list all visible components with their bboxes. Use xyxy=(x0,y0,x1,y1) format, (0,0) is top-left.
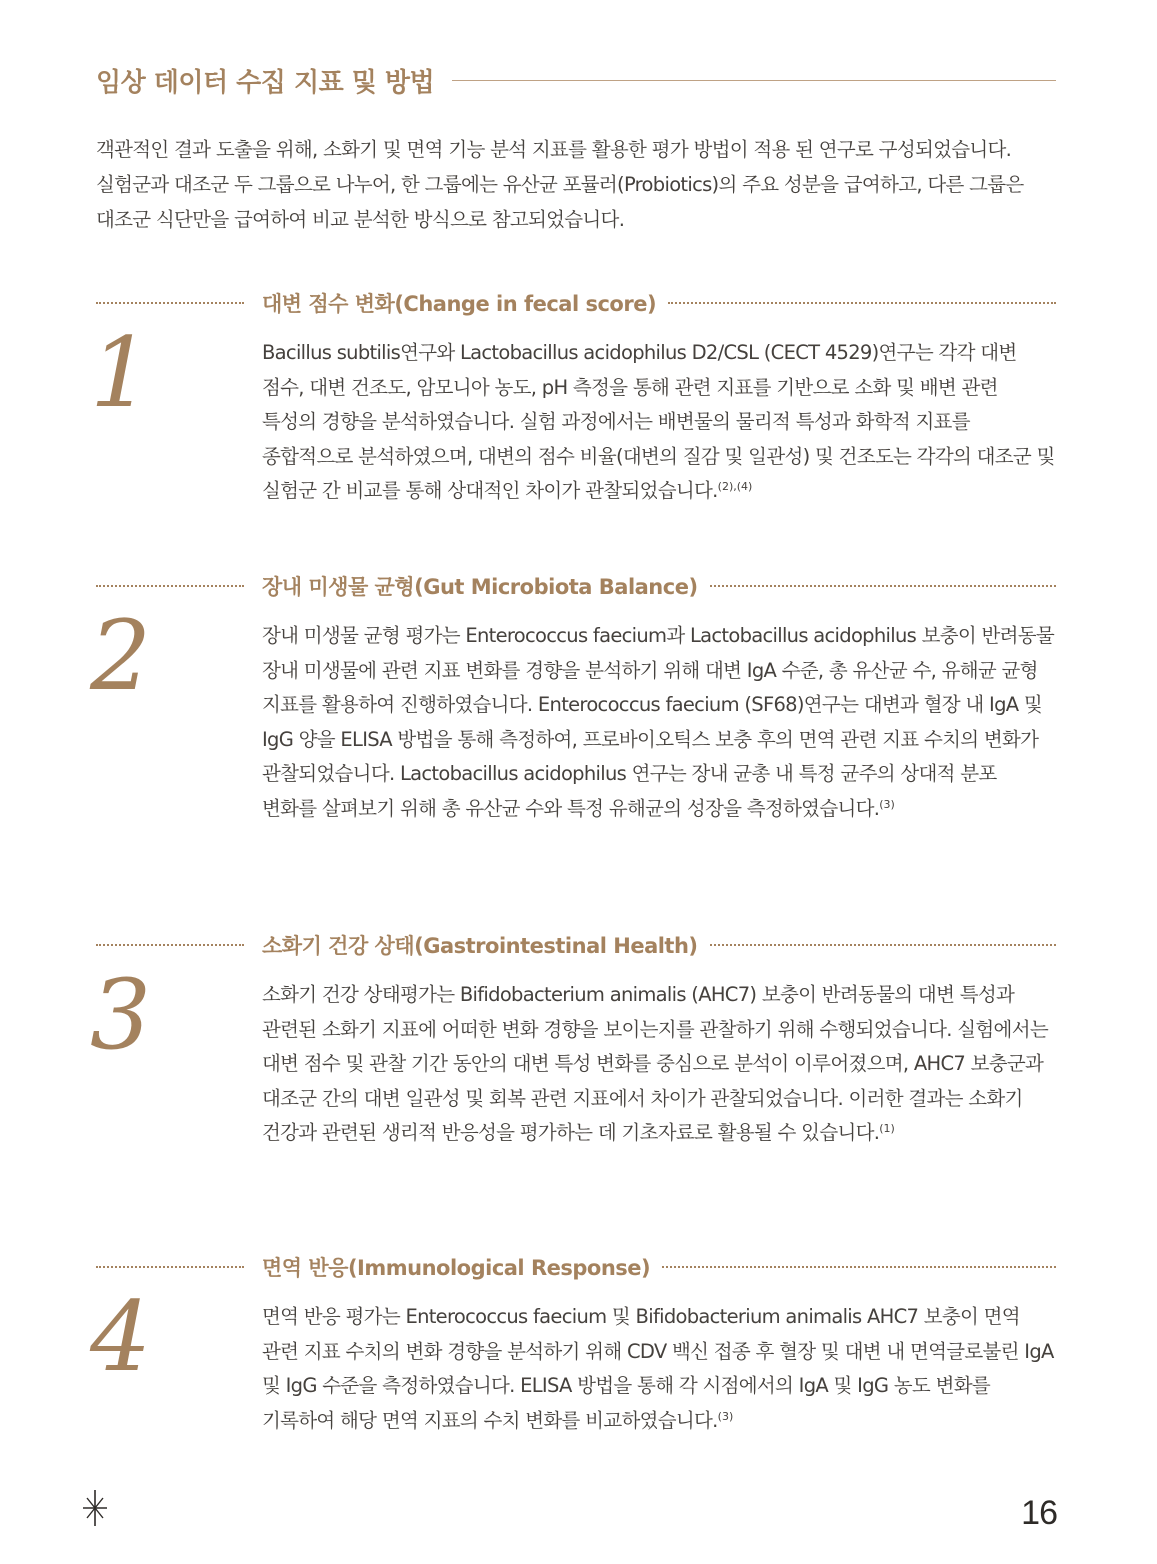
section-body-text: 면역 반응 평가는 Enterococcus faecium 및 Bifidobacterium animalis AHC7 보충이 면역 관련 지표 수치의 변화 경향을 분석하기 위해 CDV 백신 접종 후 혈장 및 대변 내 면역글로불린 IgA 및 IgG 수준을 측정하였습니다. ELISA 방법을 통해 각 시점에서의 IgA 및 IgG 농도 변화를 기록하여 해당 면역 지표의 수치 변화를 비교하였습니다. xyxy=(262,1305,1054,1432)
section-body-text: 소화기 건강 상태평가는 Bifidobacterium animalis (AHC7) 보충이 반려동물의 대변 특성과 관련된 소화기 지표에 어떠한 변화 경향을 보이는지를 관찰하기 위해 수행되었습니다. 실험에서는 대변 점수 및 관찰 기간 동안의 대변 특성 변화를 중심으로 분석이 이루어졌으며, AHC7 보충군과 대조군 간의 대변 일관성 및 회복 관련 지표에서 차이가 관찰되었습니다. 이러한 결과는 소화기 건강과 관련된 생리적 반응성을 평가하는 데 기초자료로 활용될 수 있습니다. xyxy=(262,983,1048,1144)
reference-marker: (3) xyxy=(879,797,895,811)
dotted-divider-left xyxy=(96,302,244,304)
dotted-divider-left xyxy=(96,1266,244,1268)
reference-marker: (1) xyxy=(879,1122,895,1135)
section-body xyxy=(262,336,1056,509)
section-body-text: 장내 미생물 균형 평가는 Enterococcus faecium과 Lactobacillus acidophilus 보충이 반려동물 장내 미생물에 관련 지표 변화를 경향을 분석하기 위해 대변 IgA 수준, 총 유산균 수, 유해균 균형 지표를 활용하여 진행하였습니다. Enterococcus faecium (SF68)연구는 대변과 혈장 내 IgA 및 IgG 양을 ELISA 방법을 통해 측정하여, 프로바이오틱스 보충 후의 면역 관련 지표 수치의 변화가 관찰되었습니다. Lactobacillus acidophilus 연구는 장내 균총 내 특정 균주의 상대적 분포 변화를 살펴보기 위해 총 유산균 수와 특정 유해균의 성장을 측정하였습니다. xyxy=(262,624,1055,820)
section-body-text: Bacillus subtilis연구와 Lactobacillus acidophilus D2/CSL (CECT 4529)연구는 각각 대변 점수, 대변 건조도, 암모니아 농도, pH 측정을 통해 관련 지표를 기반으로 소화 및 배변 관련 특성의 경향을 분석하였습니다. 실험 과정에서는 배변물의 물리적 특성과 화학적 지표를 종합적으로 분석하였으며, 대변의 점수 비율(대변의 질감 및 일관성) 및 건조도는 각각의 대조군 및 실험군 간 비교를 통해 상대적인 차이가 관찰되었습니다. xyxy=(262,341,1055,502)
section-title: 대변 점수 변화(Change in fecal score) xyxy=(262,292,657,316)
dotted-divider-left xyxy=(96,585,244,587)
dotted-divider-left xyxy=(96,944,244,946)
section-heading xyxy=(96,571,1056,601)
section-title: 장내 미생물 균형(Gut Microbiota Balance) xyxy=(262,575,698,599)
section-body xyxy=(262,619,1056,826)
section-body xyxy=(262,978,1056,1151)
section-heading xyxy=(96,1252,1056,1282)
section-number: 4 xyxy=(90,1281,152,1393)
section-heading xyxy=(96,288,1056,318)
reference-marker: (2),(4) xyxy=(717,480,753,493)
dotted-divider-right xyxy=(710,944,1056,946)
dotted-divider-right xyxy=(668,302,1056,304)
section-number: 2 xyxy=(90,600,152,712)
header-rule xyxy=(452,80,1056,81)
sparkle-icon xyxy=(80,1488,110,1528)
section-title: 면역 반응(Immunological Response) xyxy=(262,1256,651,1280)
section-heading xyxy=(96,930,1056,960)
dotted-divider-right xyxy=(710,585,1056,587)
page-header xyxy=(96,60,1056,100)
dotted-divider-right xyxy=(662,1266,1056,1268)
page-title: 임상 데이터 수집 지표 및 방법 xyxy=(96,67,435,98)
intro-paragraph: 객관적인 결과 도출을 위해, 소화기 및 면역 기능 분석 지표를 활용한 평가 방법이 적용 된 연구로 구성되었습니다. 실험군과 대조군 두 그룹으로 나누어, 한 그룹에는 유산균 포뮬러(Probiotics)의 주요 성분을 급여하고, 다른 그룹은 대조군 식단만을 급여하여 비교 분석한 방식으로 참고되었습니다. xyxy=(96,138,1024,231)
section-title: 소화기 건강 상태(Gastrointestinal Health) xyxy=(262,934,698,958)
section-number: 1 xyxy=(90,317,152,429)
section-number: 3 xyxy=(90,959,152,1071)
section-body xyxy=(262,1300,1056,1438)
page-number: 16 xyxy=(1021,1494,1057,1532)
reference-marker: (3) xyxy=(717,1409,734,1423)
